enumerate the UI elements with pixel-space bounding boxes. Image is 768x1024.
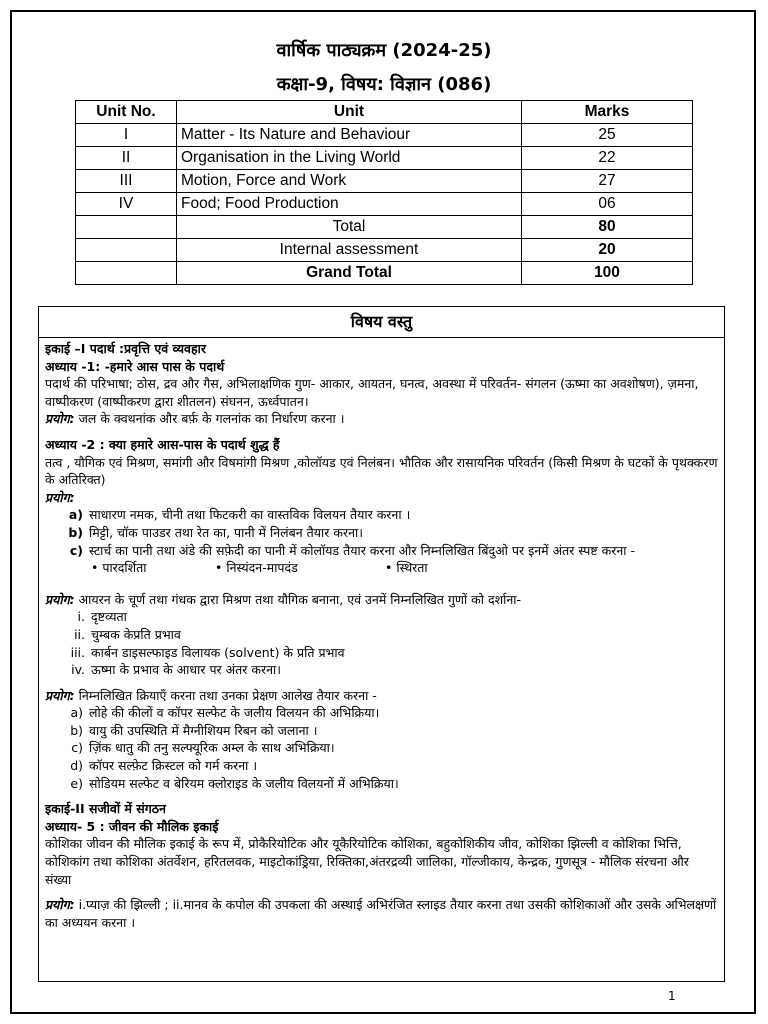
unit-name-cell: Organisation in the Living World — [177, 147, 522, 170]
chapter2-title: अध्याय -2 : क्या हमारे आस-पास के पदार्थ शुद्ध हैं — [45, 436, 280, 452]
chapter5-title: अध्याय- 5 : जीवन की मौलिक इकाई — [45, 818, 219, 834]
table-row — [76, 124, 693, 147]
table-row — [76, 147, 693, 170]
chapter1-title: अध्याय -1: -हमारे आस पास के पदार्थ — [45, 358, 225, 374]
chapter1-experiment — [45, 410, 718, 428]
reactions-list — [45, 704, 718, 792]
bullet-stability: • स्थिरता — [385, 560, 428, 576]
experiment-text: आयरन के चूर्ण तथा गंधक द्वारा मिश्रण तथा यौगिक बनाना, एवं उनमें निम्नलिखित गुणों को दर्शाना- — [74, 591, 522, 607]
experiment-reactions — [45, 687, 718, 705]
list-item: a) साधारण नमक, चीनी तथा फिटकरी का वास्तविक विलयन तैयार करना । — [68, 507, 411, 523]
list-item: a) लोहे की कीलों व कॉपर सल्फेट के जलीय विलयन की अभिक्रिया। — [70, 705, 380, 721]
chapter5-text: कोशिका जीवन की मौलिक इकाई के रूप में, प्रोकैरियोटिक और यूकैरियोटिक कोशिका, बहुकोशिकीय जीव, कोशिका झिल्ली व कोशिका भित्ति, कोशिकांग तथा कोशिका अंतर्वेशन, हरितलवक, माइटोकांड्रिया, रिक्तिका,अंतरद्रव्यी जालिका, गॉल्जीकाय, केन्द्रक, गुणसूत्र - मौलिक संरचना और संख्या — [45, 836, 689, 887]
header-unit: Unit — [177, 101, 522, 124]
unit2-title: इकाई-II सजीवों में संगठन — [45, 801, 166, 817]
page-number: 1 — [668, 989, 676, 1003]
marks-cell: 06 — [522, 193, 693, 216]
iron-sulphur-list — [45, 608, 718, 678]
list-item: b) मिट्टी, चॉक पाउडर तथा रेत का, पानी में निलंबन तैयार करना। — [68, 524, 363, 540]
total-value: 80 — [522, 216, 693, 239]
experiment-text: निम्नलिखित क्रियाएँ करना तथा उनका प्रेक्षण आलेख तैयार करना - — [74, 687, 377, 703]
total-row — [76, 216, 693, 239]
experiment-label: प्रयोग: — [45, 897, 75, 913]
marks-cell: 22 — [522, 147, 693, 170]
unit-no-cell: II — [76, 147, 177, 170]
list-item: b) वायु की उपस्थिति में मैग्नीशियम रिबन को जलाना । — [70, 722, 318, 738]
class-subject-title: कक्षा-9, विषय: विज्ञान (086) — [276, 74, 492, 95]
unit-name-cell: Matter - Its Nature and Behaviour — [177, 124, 522, 147]
content-box — [38, 306, 725, 982]
content-heading: विषय वस्तु — [39, 307, 724, 338]
chapter1-text: पदार्थ की परिभाषा; ठोस, द्रव और गैस, अभिलाक्षणिक गुण- आकार, आयतन, घनत्व, अवस्था में परिवर्तन- संगलन (ऊष्मा का अवशोषण), ज़मना, वाष्पीकरण (वाष्पीकरण द्वारा शीतलन) संघनन, ऊर्ध्वपातन। — [45, 376, 699, 409]
experiment-label: प्रयोग: — [45, 591, 75, 607]
unit-no-cell: III — [76, 170, 177, 193]
list-item: e) सोडियम सल्फेट व बेरियम क्लोराइड के जलीय विलयनों में अभिक्रिया। — [70, 775, 399, 791]
table-row — [76, 170, 693, 193]
list-item: i. दृष्टव्यता — [77, 609, 127, 625]
experiment-text: जल के क्वथनांक और बर्फ़ के गलनांक का निर्धारण करना । — [74, 411, 345, 427]
experiment-label: प्रयोग: — [45, 411, 75, 427]
marks-cell: 25 — [522, 124, 693, 147]
experiment-label: प्रयोग: — [45, 687, 75, 703]
list-item: ii. चुम्बक केप्रति प्रभाव — [74, 626, 181, 642]
chapter5-experiment — [45, 896, 718, 931]
experiment-text: i.प्याज़ की झिल्ली ; ii.मानव के कपोल की उपकला की अस्थाई अभिरंजित स्लाइड तैयार करना तथा उसकी कोशिकाओं और उसके अभिलक्षणों का अध्ययन करना । — [45, 897, 717, 930]
list-item: iii. कार्बन डाइसल्फाइड विलायक (solvent) के प्रति प्रभाव — [70, 644, 345, 660]
unit1-title: इकाई –I पदार्थ :प्रवृत्ति एवं व्यवहार — [45, 341, 206, 356]
list-item: d) कॉपर सल्फ़ेट क्रिस्टल को गर्म करना । — [70, 758, 258, 774]
internal-assessment-row — [76, 239, 693, 262]
experiment-iron-sulphur — [45, 591, 718, 609]
property-bullets — [45, 559, 718, 577]
internal-assessment-label: Internal assessment — [177, 239, 522, 262]
bullet-transparency: • पारदर्शिता — [91, 560, 147, 576]
chapter2-text: तत्व , यौगिक एवं मिश्रण, समांगी और विषमांगी मिश्रण ,कोलॉयड एवं निलंबन। भौतिक और रासायनिक परिवर्तन (किसी मिश्रण के घटकों के पृथक्करण के अतिरिक्त) — [45, 454, 718, 488]
grand-total-label: Grand Total — [177, 262, 522, 285]
bullet-filtration: • निस्यंदन-मापदंड — [215, 560, 298, 576]
experiment-label: प्रयोग: — [45, 489, 75, 505]
list-item: iv. ऊष्मा के प्रभाव के आधार पर अंतर करना। — [71, 662, 282, 678]
unit-no-cell: IV — [76, 193, 177, 216]
grand-total-row — [76, 262, 693, 285]
grand-total-value: 100 — [522, 262, 693, 285]
list-item: c) ज़िंक धातु की तनु सल्फ्यूरिक अम्ल के साथ अभिक्रिया। — [71, 740, 335, 756]
marks-cell: 27 — [522, 170, 693, 193]
unit-name-cell: Food; Food Production — [177, 193, 522, 216]
chapter2-experiment-list — [45, 506, 718, 559]
total-label: Total — [177, 216, 522, 239]
syllabus-title: वार्षिक पाठ्यक्रम (2024-25) — [276, 40, 492, 61]
table-row — [76, 193, 693, 216]
unit-name-cell: Motion, Force and Work — [177, 170, 522, 193]
unit-no-cell: I — [76, 124, 177, 147]
list-item: c) स्टार्च का पानी तथा अंडे की सफ़ेदी का पानी में कोलॉयड तैयार करना और निम्नलिखित बिंदुओ पर इनमें अंतर स्पष्ट करना - — [69, 542, 635, 558]
table-header-row — [76, 101, 693, 124]
internal-assessment-value: 20 — [522, 239, 693, 262]
header-marks: Marks — [522, 101, 693, 124]
marks-table — [75, 100, 693, 285]
header-unit-no: Unit No. — [76, 101, 177, 124]
